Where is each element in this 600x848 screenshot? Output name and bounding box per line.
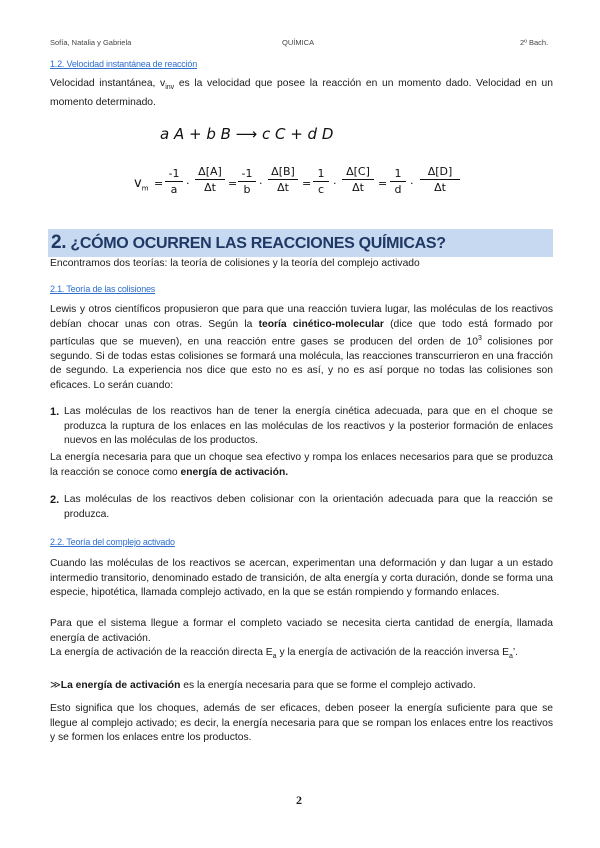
direct-inverse-energy-paragraph: La energía de activación de la reacción directa $E_a$ y la energía de activación de la reacción inversa $E_a$’.: [50, 647, 519, 661]
dot-operator: ·: [333, 177, 337, 190]
equals-sign: =: [302, 177, 312, 190]
list-item-2: 2. Las moléculas de los reactivos deben colisionar con la orientación adecuada para que la reacción se produzca.: [50, 494, 553, 520]
instant-velocity-paragraph: Velocidad instantánea, $v_{inv}$ es la velocidad que posee la reacción en un momento dado. Velocidad en un momento determinado.: [50, 78, 553, 108]
fraction-delta-a-over-delta-t: $\frac{\Delta[A]}{\Delta t}$: [195, 165, 225, 194]
activation-energy-paragraph: La energía necesaria para que un choque sea efectivo y rompa los enlaces necesarios para que se produzca la reacción se conoce como energía de activación.: [50, 452, 553, 478]
fraction-one-over-c: $\frac{1}{c}$: [313, 167, 329, 196]
dot-operator: ·: [186, 177, 190, 190]
system-energy-paragraph: Para que el sistema llegue a formar el completo vaciado se necesita cierta cantidad de energía, llamada energía de activación.: [50, 618, 553, 644]
section-2-heading: 2. ¿CÓMO OCURREN LAS REACCIONES QUÍMICAS?: [51, 232, 446, 253]
reaction-equation: a A + b B ⟶ c C + d D: [160, 125, 334, 143]
activated-complex-paragraph: Cuando las moléculas de los reactivos se acercan, experimentan una deformación y dan lugar a un estado intermedio transitorio, denominado estado de transición, de alta energía y corta duración, donde se forma una especie, hipotética, llamada complejo activado, en la que se están rompiendo y formando enlaces.: [50, 558, 553, 598]
subsection-2-1-title[interactable]: 2.1. Teoría de las colisiones: [50, 284, 156, 294]
fraction-delta-d-over-delta-t: $\frac{\Delta[D]}{\Delta t}$: [420, 165, 460, 194]
header-subject: QUÍMICA: [282, 38, 315, 47]
header-authors: Sofía, Natalia y Gabriela: [50, 38, 132, 47]
page-number: 2: [296, 793, 302, 807]
subsection-1-2-title[interactable]: 1.2. Velocidad instantánea de reacción: [50, 59, 198, 69]
equals-sign: =: [228, 177, 238, 190]
fraction-minus-one-over-a: $\frac{-1}{a}$: [165, 167, 183, 196]
equals-sign: =: [154, 177, 164, 190]
section-2-intro: Encontramos dos teorías: la teoría de colisiones y la teoría del complejo activado: [50, 258, 420, 269]
subsection-2-2-title[interactable]: 2.2. Teoría del complejo activado: [50, 537, 175, 547]
activation-energy-definition: ≫La energía de activación es la energía necesaria para que se forme el complejo activado.: [50, 680, 476, 691]
fraction-delta-c-over-delta-t: $\frac{\Delta[C]}{\Delta t}$: [342, 165, 374, 194]
equals-sign: =: [378, 177, 388, 190]
dot-operator: ·: [259, 177, 263, 190]
fraction-minus-one-over-b: $\frac{-1}{b}$: [238, 167, 256, 196]
fraction-one-over-d: $\frac{1}{d}$: [390, 167, 406, 196]
header-course: 2º Bach.: [520, 38, 549, 47]
fraction-delta-b-over-delta-t: $\frac{\Delta[B]}{\Delta t}$: [268, 165, 298, 194]
arrow-bullet-icon: ≫: [50, 680, 61, 691]
vm-symbol: $v_m$: [134, 176, 149, 193]
efficient-collisions-paragraph: Esto significa que los choques, además de ser eficaces, deben poseer la energía suficiente para que se llegue al complejo activado; es decir, la energía necesaria para que se rompan los enlaces entre los reactivos y se formen los enlaces entre los productos.: [50, 703, 553, 743]
list-item-1: 1. Las moléculas de los reactivos han de tener la energía cinética adecuada, para que en el choque se produzca la ruptura de los enlaces en las moléculas de los reactivos y la posterior formación de enlaces nuevos en las moléculas de los productos.: [50, 406, 553, 446]
dot-operator: ·: [410, 177, 414, 190]
collision-theory-paragraph: Lewis y otros científicos propusieron que para que una reacción tuviera lugar, las moléculas de los reactivos debían chocar unas con otras. Según la teoría cinético-molecular (dice que todo está formado por partículas que se mueven), en una reacción entre gases se producen del orden de $10^3$ colisiones por segundo. Si de todas estas colisiones se formará una molécula, las reacciones transcurrieron en una fracción de segundo. La experiencia nos dice que esto no es así, y no es así porque no todas las colisiones son eficaces. Lo serán cuando:: [50, 304, 554, 391]
